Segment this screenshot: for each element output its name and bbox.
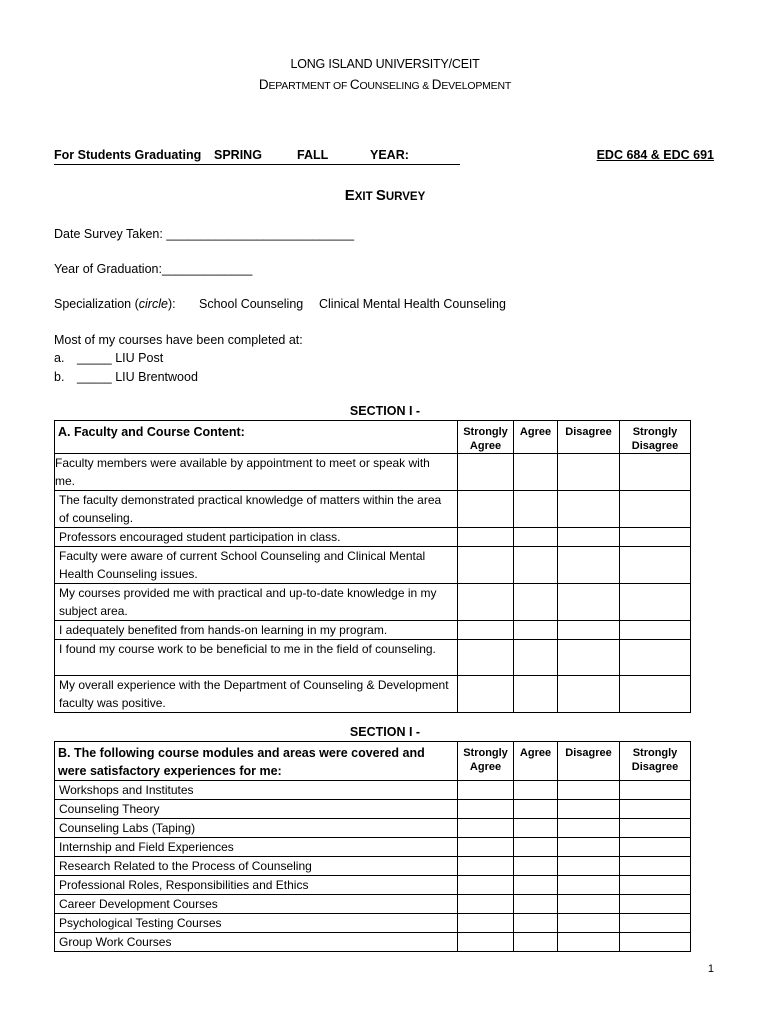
rating-cell[interactable] [558,914,620,933]
table-row [55,838,691,857]
rating-cell[interactable] [514,819,558,838]
course-codes: EDC 684 & EDC 691 [596,148,714,162]
section-a-table [54,420,691,713]
table-header-row [55,742,691,781]
rating-cell[interactable] [620,914,691,933]
rating-cell[interactable] [620,491,691,528]
rating-cell[interactable] [620,454,691,491]
section-b-heading: B. The following course modules and areas were covered and were satisfactory experiences for me: [55,742,458,781]
option-liu-post[interactable]: _____ LIU Post [77,351,164,365]
table-header-row [55,421,691,454]
date-taken-field[interactable]: Date Survey Taken: ___________________________ [54,227,355,241]
rating-cell[interactable] [620,621,691,640]
rating-cell[interactable] [558,640,620,676]
item-text: The faculty demonstrated practical knowledge of matters within the area of counseling. [55,491,458,528]
item-text: I found my course work to be beneficial to me in the field of counseling. [55,640,458,676]
rating-cell[interactable] [558,819,620,838]
rating-cell[interactable] [558,857,620,876]
item-text: I adequately benefited from hands-on learning in my program. [55,621,458,640]
rating-cell[interactable] [558,895,620,914]
table-row [55,933,691,952]
section-b-label: SECTION I - [349,725,421,739]
rating-cell[interactable] [558,491,620,528]
rating-cell[interactable] [620,547,691,584]
section-b-table [54,741,691,952]
option-clinical-mental-health[interactable]: Clinical Mental Health Counseling [319,297,506,311]
item-text: Professional Roles, Responsibilities and Ethics [55,876,458,895]
rating-cell[interactable] [558,876,620,895]
table-row [55,781,691,800]
spring-option[interactable]: SPRING [214,148,262,162]
rating-cell[interactable] [514,528,558,547]
rating-cell[interactable] [620,838,691,857]
rating-cell[interactable] [558,933,620,952]
rating-cell[interactable] [458,876,514,895]
item-text: Faculty members were available by appointment to meet or speak with me. [55,454,458,491]
item-text: Faculty were aware of current School Counseling and Clinical Mental Health Counseling issues. [55,547,458,584]
rating-cell[interactable] [458,800,514,819]
rating-cell[interactable] [558,621,620,640]
col-strongly-disagree: Strongly Disagree [620,421,691,454]
rating-cell[interactable] [620,857,691,876]
rating-cell[interactable] [558,676,620,713]
rating-cell[interactable] [558,584,620,621]
table-row [55,857,691,876]
specialization-row: Specialization (circle): [54,297,176,311]
rating-cell[interactable] [514,914,558,933]
option-a-marker: a. [54,351,65,365]
col-strongly-agree: Strongly Agree [458,742,514,781]
rating-cell[interactable] [514,454,558,491]
rating-cell[interactable] [620,895,691,914]
table-row [55,621,691,640]
rating-cell[interactable] [514,547,558,584]
table-row [55,914,691,933]
rating-cell[interactable] [514,640,558,676]
col-agree: Agree [514,421,558,454]
col-disagree: Disagree [558,742,620,781]
item-text: Professors encouraged student participation in class. [55,528,458,547]
rating-cell[interactable] [620,528,691,547]
rating-cell[interactable] [458,676,514,713]
rating-cell[interactable] [558,838,620,857]
table-row [55,547,691,584]
rating-cell[interactable] [458,621,514,640]
table-row [55,819,691,838]
rating-cell[interactable] [514,676,558,713]
rating-cell[interactable] [458,933,514,952]
rating-cell[interactable] [620,781,691,800]
item-text: Counseling Theory [55,800,458,819]
rating-cell[interactable] [514,933,558,952]
rating-cell[interactable] [458,914,514,933]
item-text: Counseling Labs (Taping) [55,819,458,838]
rating-cell[interactable] [620,584,691,621]
table-row [55,800,691,819]
fall-option[interactable]: FALL [297,148,329,162]
rating-cell[interactable] [558,781,620,800]
item-text: Workshops and Institutes [55,781,458,800]
col-disagree: Disagree [558,421,620,454]
rating-cell[interactable] [514,876,558,895]
rating-cell[interactable] [620,676,691,713]
rating-cell[interactable] [458,640,514,676]
rating-cell[interactable] [458,547,514,584]
col-agree: Agree [514,742,558,781]
year-label: YEAR: [370,148,409,162]
university-name: LONG ISLAND UNIVERSITY/CEIT [290,57,480,71]
page-title: EXIT SURVEY [344,187,426,204]
rating-cell[interactable] [458,584,514,621]
rating-cell[interactable] [514,781,558,800]
rating-cell[interactable] [458,454,514,491]
rating-cell[interactable] [458,781,514,800]
department-name: DEPARTMENT OF COUNSELING & DEVELOPMENT [258,77,512,92]
rating-cell[interactable] [620,819,691,838]
item-text: My courses provided me with practical and up-to-date knowledge in my subject area. [55,584,458,621]
rating-cell[interactable] [620,876,691,895]
item-text: Psychological Testing Courses [55,914,458,933]
section-a-heading: A. Faculty and Course Content: [55,421,458,454]
table-row [55,676,691,713]
rating-cell[interactable] [558,528,620,547]
rating-cell[interactable] [458,528,514,547]
rating-cell[interactable] [620,640,691,676]
rating-cell[interactable] [514,895,558,914]
table-row [55,895,691,914]
rating-cell[interactable] [620,800,691,819]
page-number: 1 [707,963,714,975]
year-graduation-field[interactable]: Year of Graduation:_____________ [54,262,253,276]
rating-cell[interactable] [558,547,620,584]
table-row [55,491,691,528]
rating-cell[interactable] [558,454,620,491]
item-text: Group Work Courses [55,933,458,952]
rating-cell[interactable] [458,491,514,528]
item-text: My overall experience with the Department of Counseling & Development faculty was positive. [55,676,458,713]
rating-cell[interactable] [558,800,620,819]
rating-cell[interactable] [514,584,558,621]
rating-cell[interactable] [514,621,558,640]
table-row [55,454,691,491]
table-row [55,640,691,676]
table-row [55,584,691,621]
rating-cell[interactable] [514,838,558,857]
item-text: Internship and Field Experiences [55,838,458,857]
item-text: Research Related to the Process of Counseling [55,857,458,876]
graduating-label: For Students Graduating [54,148,202,162]
graduating-row [54,148,460,165]
option-b-marker: b. [54,370,65,384]
option-liu-brentwood[interactable]: _____ LIU Brentwood [77,370,198,384]
table-row [55,528,691,547]
col-strongly-agree: Strongly Agree [458,421,514,454]
rating-cell[interactable] [458,819,514,838]
rating-cell[interactable] [514,857,558,876]
rating-cell[interactable] [620,933,691,952]
rating-cell[interactable] [458,838,514,857]
rating-cell[interactable] [458,895,514,914]
item-text: Career Development Courses [55,895,458,914]
rating-cell[interactable] [514,800,558,819]
option-school-counseling[interactable]: School Counseling [199,297,304,311]
section-a-label: SECTION I - [349,404,421,418]
rating-cell[interactable] [458,857,514,876]
table-row [55,876,691,895]
col-strongly-disagree: Strongly Disagree [620,742,691,781]
rating-cell[interactable] [514,491,558,528]
courses-completed-label: Most of my courses have been completed at: [54,333,303,347]
